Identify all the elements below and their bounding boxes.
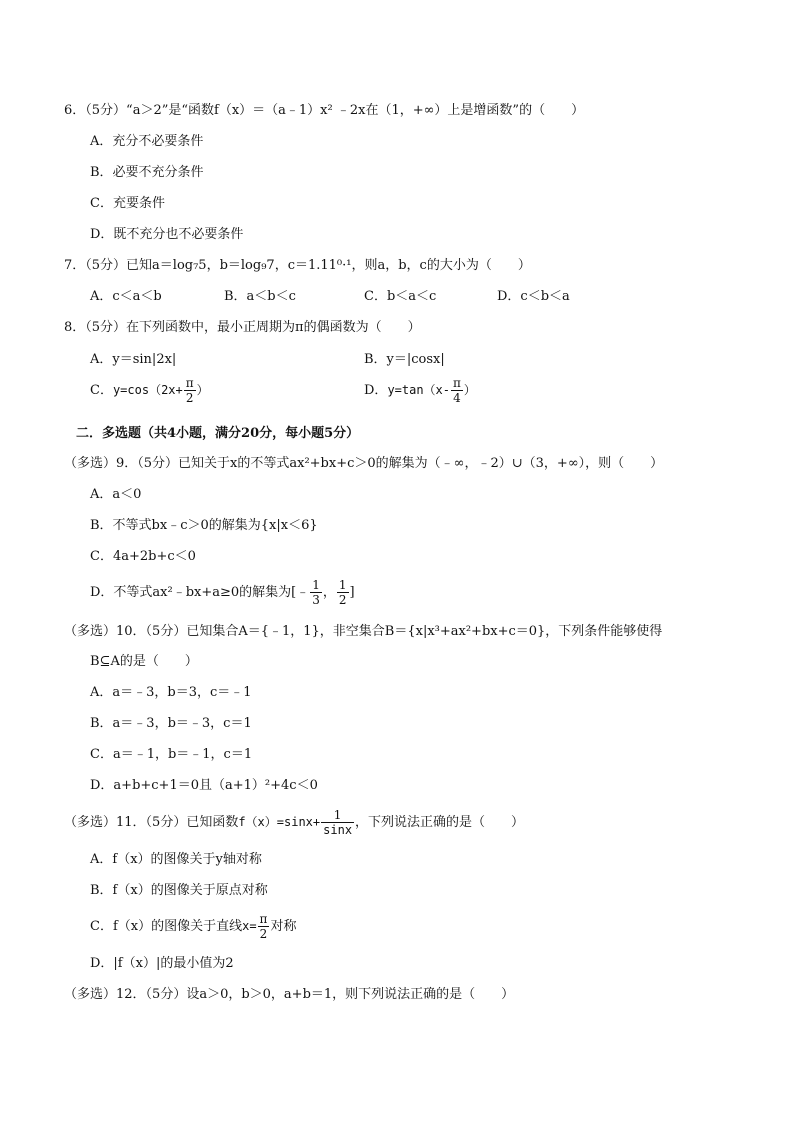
q8-option-d-fraction [451, 376, 463, 405]
q11-stem [64, 808, 524, 837]
q9-option-c: C．4a+2b+c＜0 [90, 549, 196, 564]
q11-option-c [90, 912, 296, 941]
q9-option-d [90, 578, 355, 607]
q8-option-d-func: y=tan（x- [387, 383, 451, 397]
q9-option-b: B．不等式bx﹣c＞0的解集为{x|x＜6} [90, 518, 318, 533]
fraction-denominator: 4 [451, 390, 463, 405]
q11-stem-suffix: ，下列说法正确的是（ ） [355, 815, 525, 830]
q8-option-c-fraction [184, 376, 196, 405]
q10-option-a: A．a＝﹣3，b＝3，c＝﹣1 [90, 685, 252, 700]
q8-option-c [90, 376, 209, 405]
fraction-numerator: π [259, 912, 268, 926]
fraction-denominator: 2 [184, 390, 196, 405]
q11-option-c-text: C．f（x）的图像关于直线 [90, 919, 243, 934]
q11-stem-fraction [321, 808, 354, 837]
q11-option-c-suffix: 对称 [270, 919, 297, 934]
q11-option-b: B．f（x）的图像关于原点对称 [90, 883, 268, 898]
q12-stem: （多选）12．（5分）设a＞0，b＞0，a+b＝1，则下列说法正确的是（ ） [64, 987, 515, 1002]
fraction-numerator: 1 [338, 578, 347, 592]
q10-option-c: C．a＝﹣1，b＝﹣1，c＝1 [90, 747, 253, 762]
fraction-numerator: 1 [312, 578, 320, 592]
q9-option-a: A．a＜0 [90, 487, 142, 502]
q7-stem: 7．（5分）已知a＝log₇5，b＝log₉7，c＝1.11⁰·¹，则a，b，c的大小为（ ） [64, 258, 531, 273]
q7-option-a: A．c＜a＜b [90, 289, 162, 304]
q9-option-d-fraction-1 [310, 578, 322, 607]
q6-stem: 6．（5分）“a＞2”是“函数f（x）＝（a﹣1）x² ﹣2x在（1，+∞）上是增函数”的（ ） [64, 103, 585, 118]
q9-option-d-separator: ， [322, 585, 336, 600]
q9-option-d-text: D．不等式ax²﹣bx+a≥0的解集为[﹣ [90, 585, 310, 600]
section-heading: 二．多选题（共4小题，满分20分，每小题5分） [76, 426, 360, 441]
fraction-numerator: π [185, 376, 194, 390]
fraction-denominator: 2 [338, 593, 347, 607]
q11-stem-prefix: （多选）11．（5分）已知函数 [64, 815, 239, 830]
q8-option-c-close: ） [196, 383, 209, 397]
fraction-numerator: π [453, 376, 461, 390]
q8-stem: 8．（5分）在下列函数中，最小正周期为π的偶函数为（ ） [64, 320, 421, 335]
q9-stem: （多选）9．（5分）已知关于x的不等式ax²+bx+c＞0的解集为（﹣∞，﹣2）∪（3，+∞），则（ ） [64, 456, 664, 471]
q10-option-b: B．a＝﹣3，b＝﹣3，c＝1 [90, 716, 252, 731]
q11-option-a: A．f（x）的图像关于y轴对称 [90, 852, 262, 867]
q8-option-a: A．y＝sin|2x| [90, 352, 177, 367]
fraction-denominator: 3 [312, 593, 320, 607]
q6-option-d: D．既不充分也不必要条件 [90, 227, 244, 242]
fraction-denominator: sinx [323, 823, 353, 837]
fraction-denominator: 2 [258, 926, 270, 941]
q9-option-d-close: ] [349, 585, 355, 600]
fraction-numerator: 1 [333, 808, 342, 822]
q10-stem-line-1: （多选）10．（5分）已知集合A＝{﹣1，1}，非空集合B＝{x|x³+ax²+bx+c＝0}，下列条件能够使得 [64, 624, 663, 639]
q6-option-a: A．充分不必要条件 [90, 134, 204, 149]
q11-option-c-x: x= [242, 919, 257, 933]
q8-option-d-close: ） [463, 383, 476, 397]
q7-option-b: B．a＜b＜c [224, 289, 296, 304]
q11-option-d: D．|f（x）|的最小值为2 [90, 956, 234, 971]
q8-option-b: B．y＝|cosx| [364, 352, 445, 367]
q6-option-b: B．必要不充分条件 [90, 165, 204, 180]
q6-option-c: C．充要条件 [90, 196, 165, 211]
q10-stem-line-2: B⊆A的是（ ） [90, 654, 198, 669]
q8-option-c-func: y=cos（2x+ [112, 383, 183, 397]
q10-option-d: D．a+b+c+1＝0且（a+1）²+4c＜0 [90, 778, 318, 793]
q9-option-d-fraction-2 [337, 578, 349, 607]
q11-option-c-fraction [258, 912, 270, 941]
q8-option-d [364, 376, 476, 405]
q7-option-c: C．b＜a＜c [364, 289, 437, 304]
q8-option-c-label: C． [90, 383, 113, 398]
q7-option-d: D．c＜b＜a [497, 289, 570, 304]
q11-stem-func: f（x）=sinx+ [238, 815, 321, 829]
q8-option-d-label: D． [364, 383, 388, 398]
